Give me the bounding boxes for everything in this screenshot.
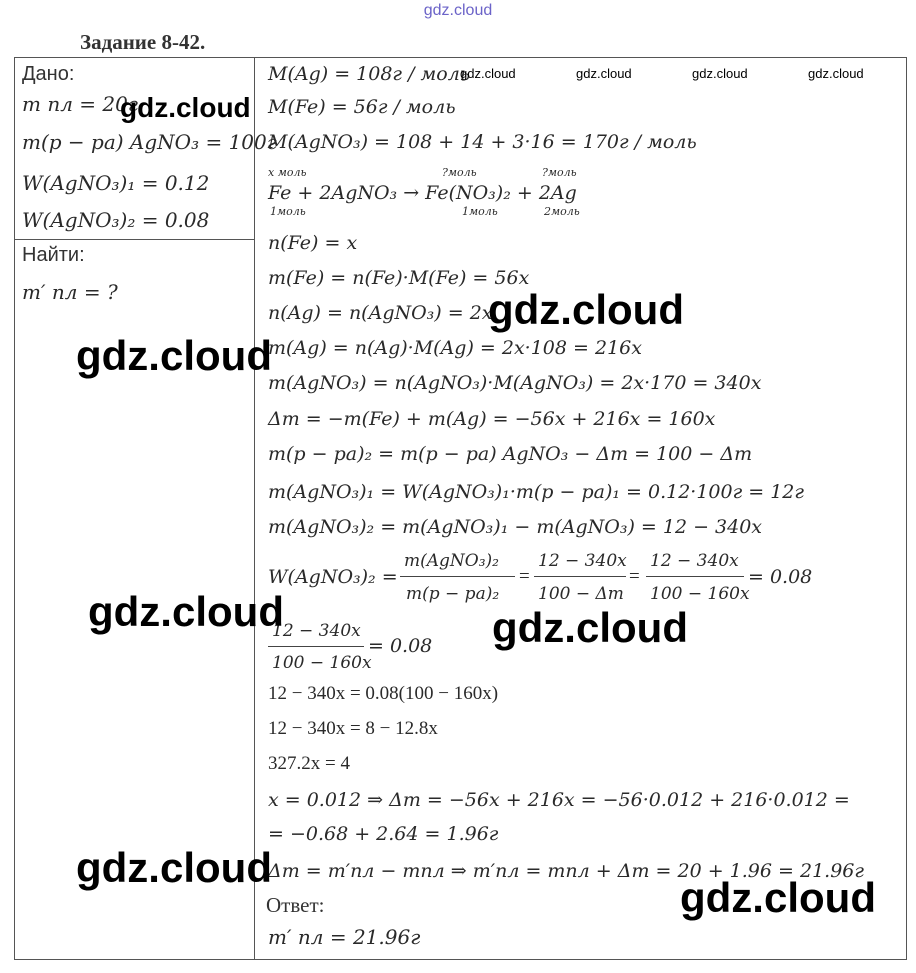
fraction-4-result: = 0.08 xyxy=(368,635,433,657)
solution-line: Δm = −m(Fe) + m(Ag) = −56x + 216x = 160x xyxy=(268,408,716,430)
solution-line: 327.2x = 4 xyxy=(268,753,350,774)
task-title-text: Задание 8-42. xyxy=(80,30,206,54)
watermark: gdz.cloud xyxy=(576,66,632,81)
reaction-top-fe-nitrate: ?моль xyxy=(442,166,477,179)
watermark: gdz.cloud xyxy=(120,92,251,123)
fraction-3-bar xyxy=(646,576,744,577)
fraction-4-denominator: 100 − 160x xyxy=(272,653,372,673)
watermark: gdz.cloud xyxy=(76,844,272,891)
watermark: gdz.cloud xyxy=(680,874,876,921)
fraction-lhs: W(AgNO₃)₂ = xyxy=(268,566,398,588)
equals-sign: = xyxy=(629,566,640,587)
given-label: Дано: xyxy=(22,63,75,85)
reaction-bottom-fe-nitrate: 1моль xyxy=(462,205,498,218)
fraction-4-bar xyxy=(268,646,364,647)
watermark: gdz.cloud xyxy=(460,66,516,81)
fraction-2-numerator: 12 − 340x xyxy=(538,551,627,571)
solution-line: m(AgNO₃)₂ = m(AgNO₃)₁ − m(AgNO₃) = 12 − 340x xyxy=(268,516,763,538)
solution-line: Δm = m′пл − mпл ⇒ m′пл = mпл + Δm = 20 + 1.96 = 21.96г xyxy=(268,860,864,882)
solution-line: m(Ag) = n(Ag)·M(Ag) = 2x·108 = 216x xyxy=(268,337,642,359)
fraction-3-numerator: 12 − 340x xyxy=(650,551,739,571)
given-fraction-1: W(AgNO₃)₁ = 0.12 xyxy=(22,171,210,195)
fraction-result: = 0.08 xyxy=(748,566,813,588)
task-title xyxy=(80,30,205,55)
fraction-1-bar xyxy=(400,576,515,577)
watermark: gdz.cloud xyxy=(76,332,272,379)
reaction-equation: Fe + 2AgNO₃ → Fe(NO₃)₂ + 2Ag xyxy=(268,182,577,204)
solution-line: n(Ag) = n(AgNO₃) = 2x xyxy=(268,302,493,324)
watermark: gdz.cloud xyxy=(88,588,284,635)
solution-line: m(Fe) = n(Fe)·M(Fe) = 56x xyxy=(268,267,530,289)
solution-line: M(Ag) = 108г / моль xyxy=(268,63,471,85)
solution-line: m(p − pa)₂ = m(p − pa) AgNO₃ − Δm = 100 − Δm xyxy=(268,443,753,465)
fraction-2-bar xyxy=(534,576,626,577)
fraction-1-denominator: m(p − pa)₂ xyxy=(406,584,500,604)
given-solution-mass: m(p − pa) AgNO₃ = 100г xyxy=(22,130,277,154)
watermark: gdz.cloud xyxy=(692,66,748,81)
solution-line: m(AgNO₃)₁ = W(AgNO₃)₁·m(p − pa)₁ = 0.12·100г = 12г xyxy=(268,481,804,503)
given-find-divider xyxy=(14,239,255,240)
reaction-bottom-ag: 2моль xyxy=(544,205,580,218)
solution-line: 12 − 340x = 0.08(100 − 160x) xyxy=(268,683,499,704)
watermark: gdz.cloud xyxy=(488,286,684,333)
reaction-bottom-labels xyxy=(270,205,580,218)
fraction-4-numerator: 12 − 340x xyxy=(272,621,361,641)
reaction-top-labels xyxy=(268,166,577,179)
fraction-3-denominator: 100 − 160x xyxy=(650,584,750,604)
find-new-plate-mass: m′ пл = ? xyxy=(22,280,118,304)
watermark: gdz.cloud xyxy=(492,604,688,651)
reaction-top-ag: ?моль xyxy=(542,166,577,179)
solution-line: x = 0.012 ⇒ Δm = −56x + 216x = −56·0.012 + 216·0.012 = xyxy=(268,789,850,811)
solution-line: = −0.68 + 2.64 = 1.96г xyxy=(268,823,499,845)
solution-line: M(AgNO₃) = 108 + 14 + 3·16 = 170г / моль xyxy=(268,131,697,153)
reaction-bottom-fe: 1моль xyxy=(270,205,306,218)
solution-line: 12 − 340x = 8 − 12.8x xyxy=(268,718,438,739)
column-divider xyxy=(254,57,255,960)
fraction-1-numerator: m(AgNO₃)₂ xyxy=(404,551,499,571)
given-fraction-2: W(AgNO₃)₂ = 0.08 xyxy=(22,208,210,232)
answer-label: Ответ: xyxy=(266,893,325,917)
given-mass-plate: m пл = 20г xyxy=(22,92,138,116)
solution-line: n(Fe) = x xyxy=(268,232,358,254)
watermark: gdz.cloud xyxy=(808,66,864,81)
solution-line: m(AgNO₃) = n(AgNO₃)·M(AgNO₃) = 2x·170 = 340x xyxy=(268,372,762,394)
fraction-2-denominator: 100 − Δm xyxy=(538,584,624,604)
header-watermark: gdz.cloud xyxy=(423,2,493,19)
reaction-top-fe: x моль xyxy=(268,166,307,179)
find-label: Найти: xyxy=(22,244,85,266)
solution-line: M(Fe) = 56г / моль xyxy=(268,96,456,118)
equals-sign: = xyxy=(519,566,530,587)
answer-value: m′ пл = 21.96г xyxy=(268,925,421,949)
